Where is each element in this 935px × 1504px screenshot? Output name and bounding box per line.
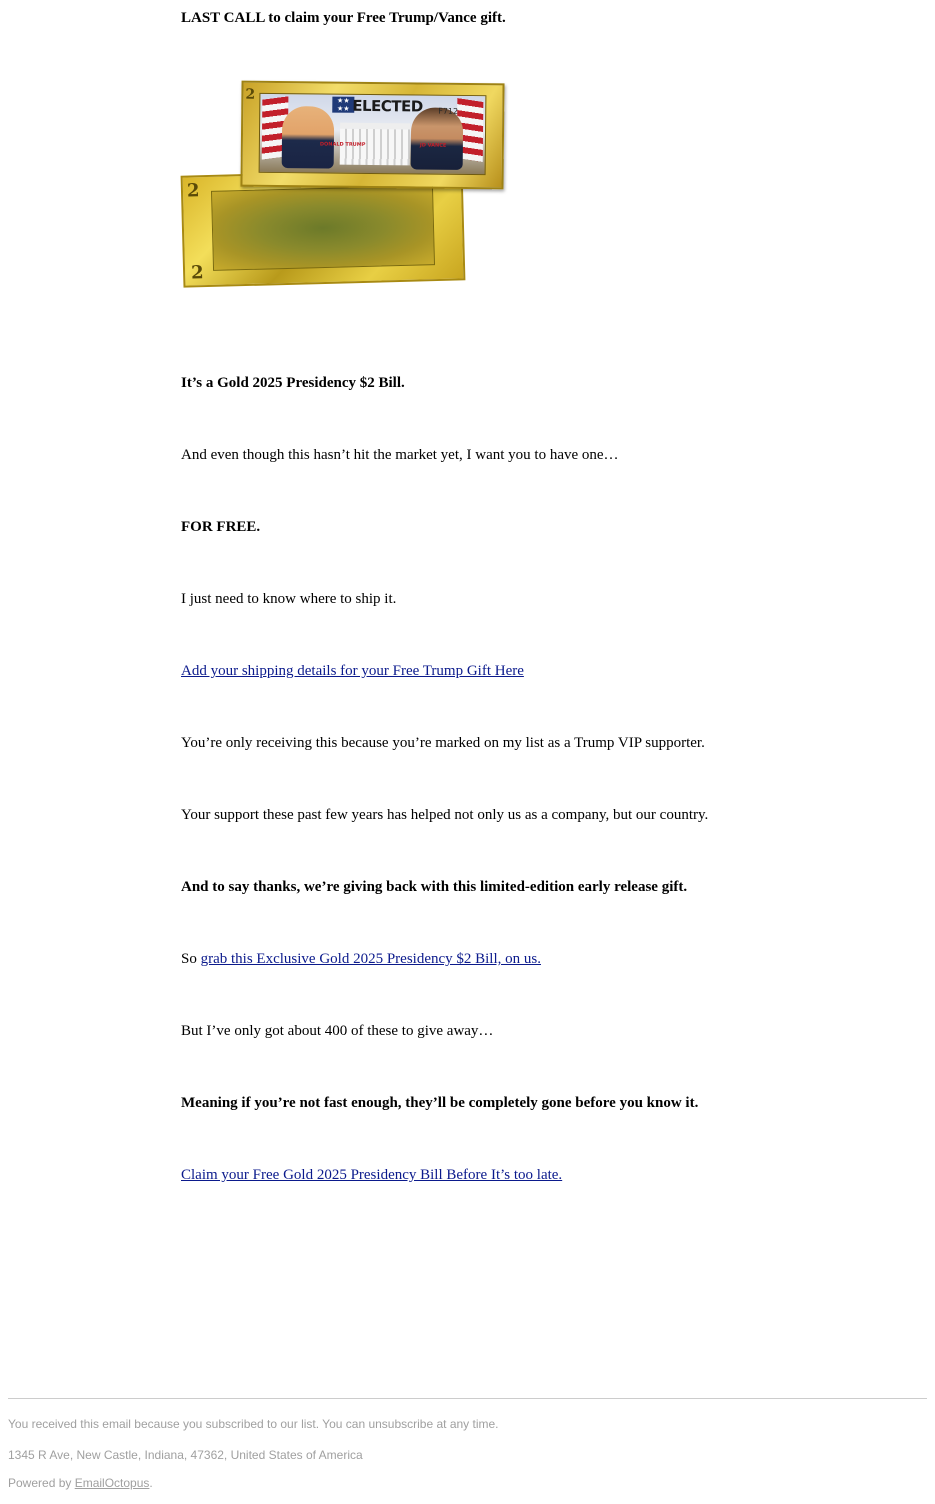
- bill-back-denomination-2: 2: [190, 262, 204, 284]
- gold-bill-image: [181, 80, 511, 290]
- paragraph-1: It’s a Gold 2025 Presidency $2 Bill.: [181, 375, 405, 391]
- bill-front: [240, 81, 504, 190]
- paragraph-6: Your support these past few years has helped not only us as a company, but our country.: [181, 807, 709, 823]
- claim-link-line: [181, 1165, 562, 1185]
- paragraph-5: You’re only receiving this because you’re marked on my list as a Trump VIP supporter.: [181, 735, 705, 751]
- bill-back-denomination: 2: [186, 180, 200, 202]
- claim-bill-link[interactable]: Claim your Free Gold 2025 Presidency Bill Before It’s too late.: [181, 1167, 563, 1183]
- shipping-details-link[interactable]: Add your shipping details for your Free Trump Gift Here: [181, 663, 524, 679]
- shipping-link-line: [181, 661, 524, 681]
- grab-bill-link[interactable]: grab this Exclusive Gold 2025 Presidency $2 Bill, on us.: [200, 951, 541, 967]
- bill-back-engraving: [211, 185, 435, 271]
- headline: LAST CALL to claim your Free Trump/Vance gift.: [181, 10, 506, 26]
- bill-name-left: DONALD TRUMP: [319, 141, 366, 148]
- footer-subscription-notice: You received this email because you subscribed to our list. You can unsubscribe at any time.: [8, 1417, 499, 1431]
- paragraph-3: FOR FREE.: [181, 519, 261, 535]
- paragraph-8-prefix: So: [181, 951, 201, 967]
- powered-by-suffix: .: [149, 1476, 153, 1490]
- paragraph-8: [181, 949, 541, 969]
- paragraph-4: I just need to know where to ship it.: [181, 591, 397, 607]
- stars-icon: ★★ ★★: [332, 97, 354, 113]
- powered-by-prefix: Powered by: [8, 1476, 75, 1490]
- bill-elected-text: ELECTED: [352, 96, 423, 116]
- bill-name-right: JD VANCE: [419, 142, 447, 149]
- footer-divider: [8, 1398, 927, 1399]
- footer-address: 1345 R Ave, New Castle, Indiana, 47362, United States of America: [8, 1448, 363, 1462]
- paragraph-7: And to say thanks, we’re giving back with this limited-edition early release gift.: [181, 879, 688, 895]
- bill-serial: F712: [438, 106, 459, 116]
- bill-front-scene: [259, 93, 487, 175]
- paragraph-10: Meaning if you’re not fast enough, they’ll be completely gone before you know it.: [181, 1095, 699, 1111]
- footer-powered-by: [8, 1475, 153, 1491]
- paragraph-9: But I’ve only got about 400 of these to give away…: [181, 1023, 494, 1039]
- bill-front-denomination: 2: [245, 86, 256, 103]
- paragraph-2: And even though this hasn’t hit the market yet, I want you to have one…: [181, 447, 619, 463]
- emailoctopus-link[interactable]: EmailOctopus: [74, 1476, 150, 1490]
